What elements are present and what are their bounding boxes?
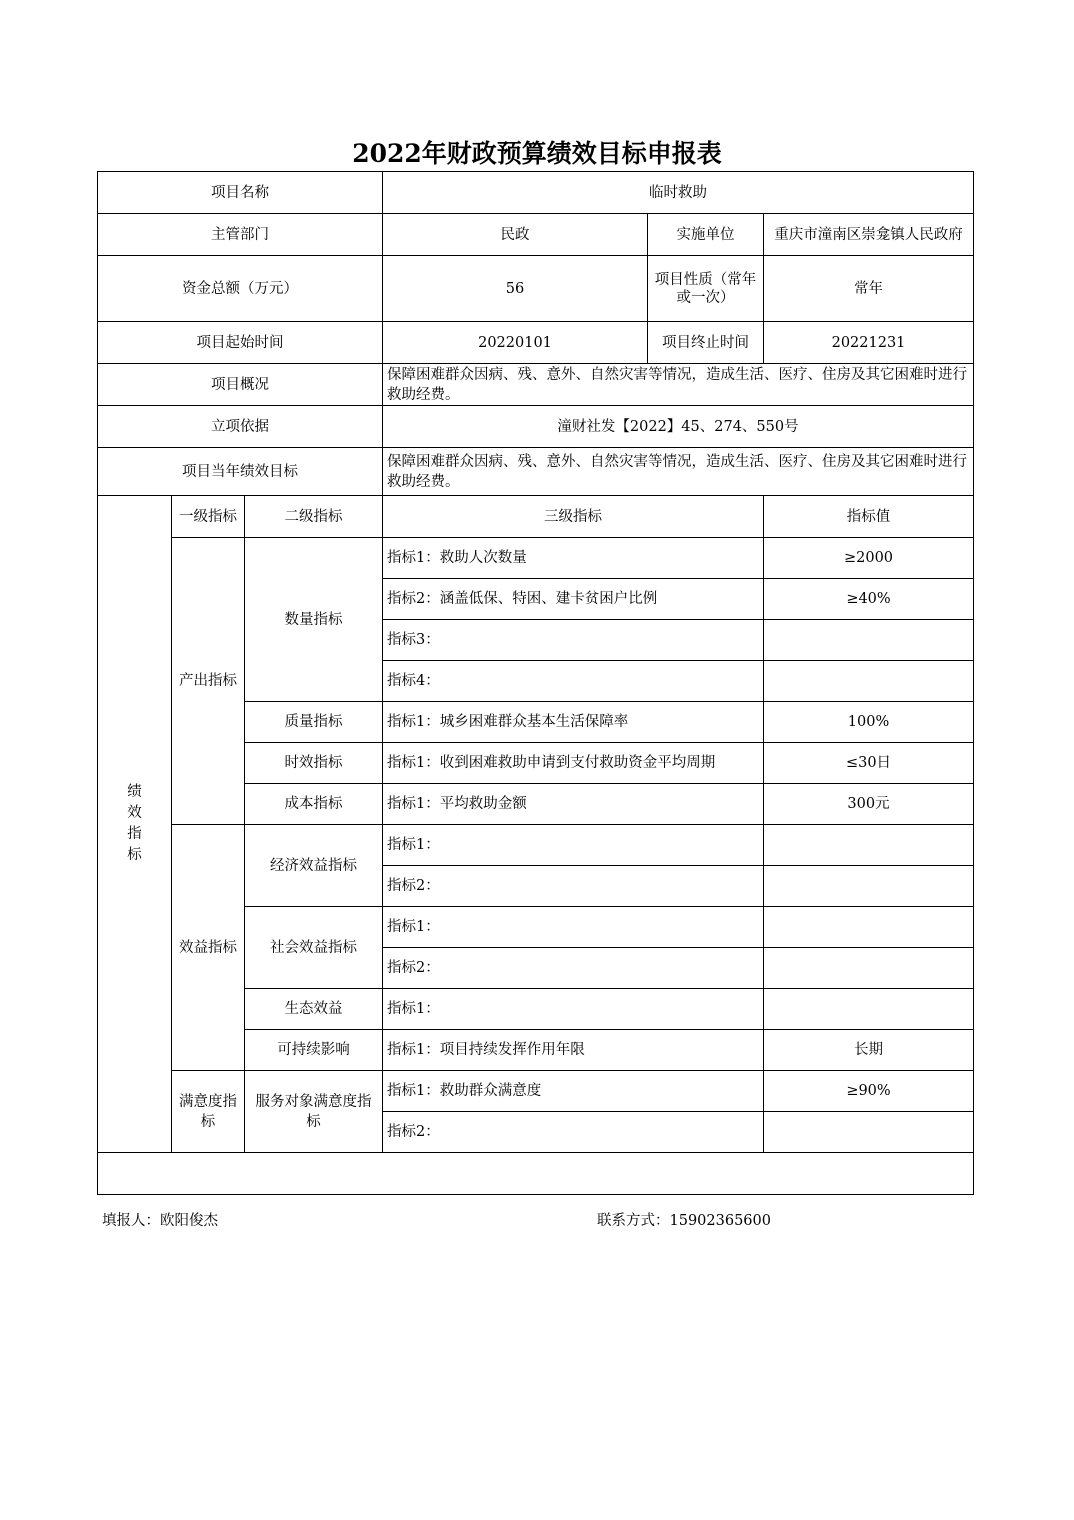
performance-indicators-label: 绩效指标 — [98, 496, 172, 1153]
l2-ecological: 生态效益 — [245, 989, 383, 1030]
indicator-value — [764, 1112, 974, 1153]
indicator-value — [764, 866, 974, 907]
value-header: 指标值 — [764, 496, 974, 538]
start-time-value: 20220101 — [383, 322, 648, 364]
annual-goal-value: 保障困难群众因病、残、意外、自然灾害等情况，造成生活、医疗、住房及其它困难时进行救助经费。 — [383, 448, 974, 496]
row-overview — [98, 364, 974, 406]
row-project-name — [98, 172, 974, 214]
table-row — [98, 825, 974, 866]
indicator-value — [764, 620, 974, 661]
l3-indicator: 指标1：平均救助金额 — [383, 784, 764, 825]
contact-phone: 15902365600 — [669, 1213, 771, 1229]
row-basis — [98, 406, 974, 448]
nature-value: 常年 — [764, 256, 974, 322]
fund-label: 资金总额（万元） — [98, 256, 383, 322]
indicator-value — [764, 989, 974, 1030]
blank-cell — [98, 1153, 974, 1195]
level2-header: 二级指标 — [245, 496, 383, 538]
filler-name: 欧阳俊杰 — [160, 1213, 218, 1229]
l3-indicator: 指标1： — [383, 907, 764, 948]
fund-value: 56 — [383, 256, 648, 322]
blank-row — [98, 1153, 974, 1195]
nature-label: 项目性质（常年或一次） — [648, 256, 764, 322]
l2-quantity: 数量指标 — [245, 538, 383, 702]
l3-indicator: 指标2： — [383, 866, 764, 907]
l3-indicator: 指标1： — [383, 989, 764, 1030]
l2-timeliness: 时效指标 — [245, 743, 383, 784]
l1-output: 产出指标 — [172, 538, 245, 825]
row-fund — [98, 256, 974, 322]
indicator-value — [764, 825, 974, 866]
l2-sustainable: 可持续影响 — [245, 1030, 383, 1071]
overview-value: 保障困难群众因病、残、意外、自然灾害等情况，造成生活、医疗、住房及其它困难时进行救助经费。 — [383, 364, 974, 406]
indicator-value: 100% — [764, 702, 974, 743]
end-time-value: 20221231 — [764, 322, 974, 364]
table-row — [98, 1071, 974, 1112]
l1-satisfaction: 满意度指标 — [172, 1071, 245, 1153]
l2-cost: 成本指标 — [245, 784, 383, 825]
table-row — [98, 538, 974, 579]
project-name-value: 临时救助 — [383, 172, 974, 214]
level3-header: 三级指标 — [383, 496, 764, 538]
l2-economic: 经济效益指标 — [245, 825, 383, 907]
row-period — [98, 322, 974, 364]
contact-label: 联系方式： — [597, 1213, 670, 1229]
indicator-value — [764, 907, 974, 948]
filler-label: 填报人： — [102, 1213, 160, 1229]
indicator-header-row — [98, 496, 974, 538]
dept-value: 民政 — [383, 214, 648, 256]
contact-info — [597, 1211, 771, 1231]
l3-indicator: 指标1：收到困难救助申请到支付救助资金平均周期 — [383, 743, 764, 784]
indicator-value: ≥90% — [764, 1071, 974, 1112]
indicator-value — [764, 661, 974, 702]
l3-indicator: 指标2： — [383, 1112, 764, 1153]
impl-unit-label: 实施单位 — [648, 214, 764, 256]
level1-header: 一级指标 — [172, 496, 245, 538]
row-annual-goal — [98, 448, 974, 496]
l3-indicator: 指标3： — [383, 620, 764, 661]
l3-indicator: 指标1：救助群众满意度 — [383, 1071, 764, 1112]
l3-indicator: 指标1：城乡困难群众基本生活保障率 — [383, 702, 764, 743]
indicator-value — [764, 948, 974, 989]
indicator-value: ≤30日 — [764, 743, 974, 784]
l3-indicator: 指标1：救助人次数量 — [383, 538, 764, 579]
impl-unit-value: 重庆市潼南区崇龛镇人民政府 — [764, 214, 974, 256]
l2-quality: 质量指标 — [245, 702, 383, 743]
project-name-label: 项目名称 — [98, 172, 383, 214]
overview-label: 项目概况 — [98, 364, 383, 406]
indicator-value: ≥40% — [764, 579, 974, 620]
l3-indicator: 指标2： — [383, 948, 764, 989]
performance-form-table — [97, 171, 974, 1195]
l3-indicator: 指标4： — [383, 661, 764, 702]
l3-indicator: 指标1： — [383, 825, 764, 866]
page-title: 2022年财政预算绩效目标申报表 — [352, 139, 722, 168]
filler-info — [102, 1211, 218, 1231]
annual-goal-label: 项目当年绩效目标 — [98, 448, 383, 496]
start-time-label: 项目起始时间 — [98, 322, 383, 364]
l2-service-satisfaction: 服务对象满意度指标 — [245, 1071, 383, 1153]
l2-social: 社会效益指标 — [245, 907, 383, 989]
indicator-value: 300元 — [764, 784, 974, 825]
l3-indicator: 指标2：涵盖低保、特困、建卡贫困户比例 — [383, 579, 764, 620]
basis-value: 潼财社发【2022】45、274、550号 — [383, 406, 974, 448]
l1-benefit: 效益指标 — [172, 825, 245, 1071]
l3-indicator: 指标1：项目持续发挥作用年限 — [383, 1030, 764, 1071]
indicator-value: ≥2000 — [764, 538, 974, 579]
dept-label: 主管部门 — [98, 214, 383, 256]
end-time-label: 项目终止时间 — [648, 322, 764, 364]
row-department — [98, 214, 974, 256]
indicator-value: 长期 — [764, 1030, 974, 1071]
basis-label: 立项依据 — [98, 406, 383, 448]
